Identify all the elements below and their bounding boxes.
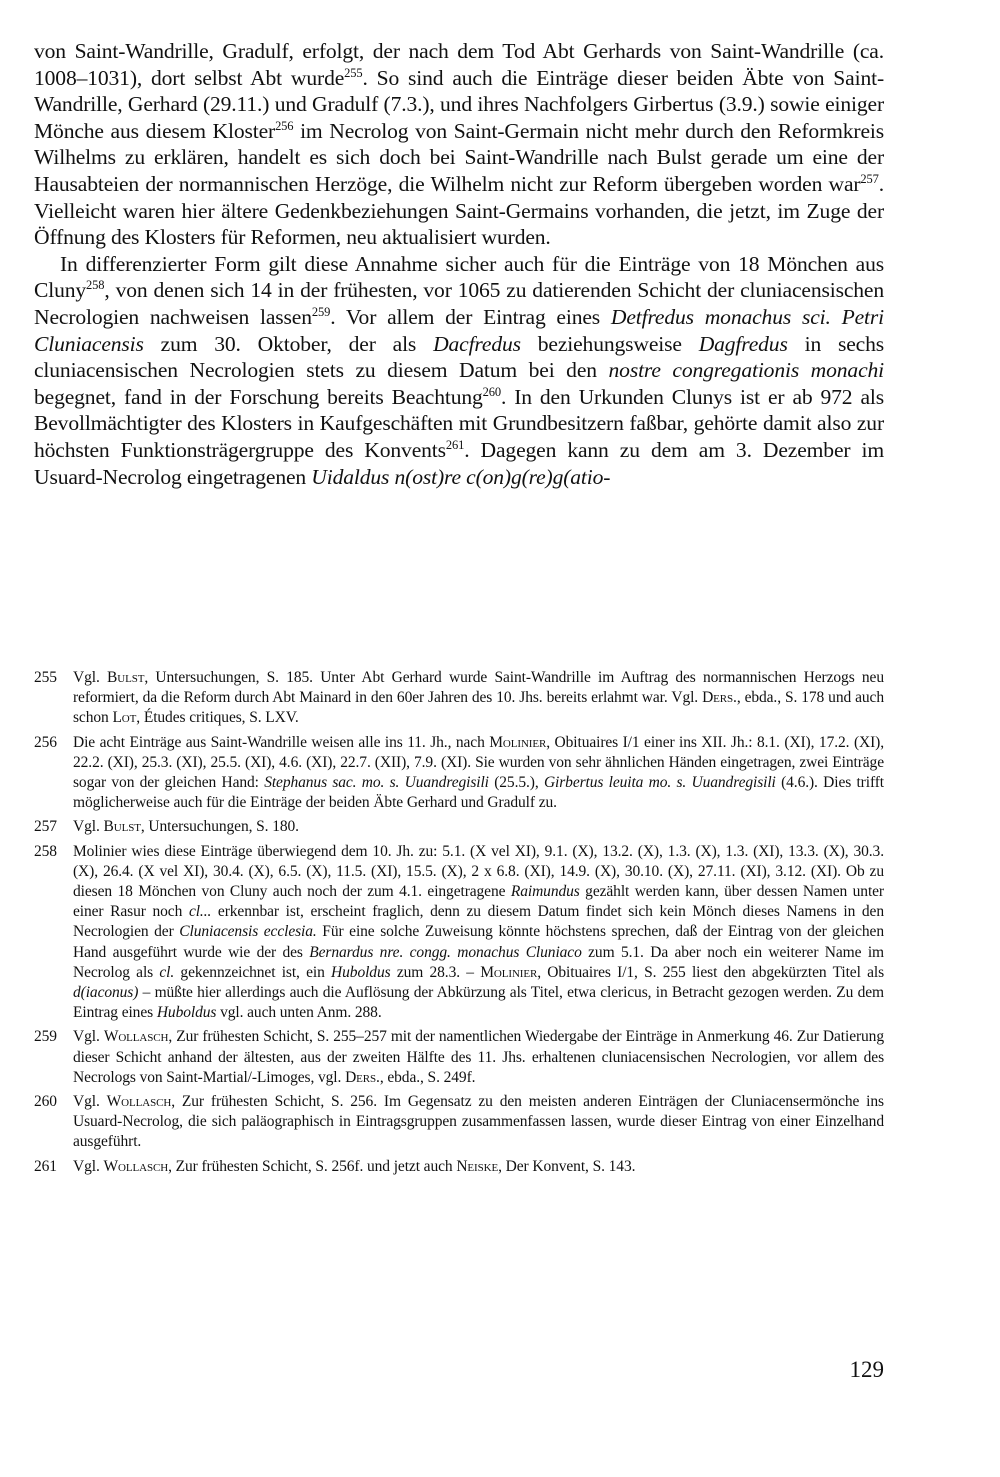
footnote-ref-258[interactable]: 258 [86, 278, 105, 293]
footnote-ref-257[interactable]: 257 [860, 172, 879, 187]
footnote-text [73, 1027, 884, 1088]
italic-latin: Bernardus nre. congg. monachus Cluniaco [309, 943, 582, 961]
text-run: Molinier wies diese Einträge überwiegend dem 10. Jh. zu: 5.1. (X vel XI), 9.1. (X), 13.2. (X), 1.3. (X), 1.3. (XI), 13.3. (X), 30.3. (X), 26.4. (X vel XI), 30.4. (X), 6.5. (X), 11.5. (XI), 15.5. (X), 2 x 6.8. (XI), 14.9. (X), 30.10. (X), 27.11. (XI), 3.12. (XI). Ob zu diesen 18 Mönchen von Cluny auch noch der zum 4.1. eingetragene [73, 842, 884, 901]
text-run: , Zur frühesten Schicht, S. 255–257 mit der namentlichen Wiedergabe der Einträge in Anmerkung 46. Zur Datierung dieser Schicht anhand der ältesten, aus der zweiten Hälfte des 11. Jhs. erhaltenen cluniacensischen Necrologien, vor allem des Necrologs von Saint-Martial/-Limoges, vgl. [73, 1028, 884, 1086]
italic-latin: Uidaldus n(ost)re c(on)g(re)g(atio- [311, 464, 611, 489]
footnote-number: 255 [34, 669, 57, 686]
text-run: (25.5.), [488, 774, 544, 792]
paragraph-1 [34, 38, 884, 251]
text-run: , Untersuchungen, S. 185. Unter Abt Gerhard wurde Saint-Wandrille im Auftrag des normannischen Herzogs neu reformiert, da die Reform durch Abt Mainard in den 60er Jahren des 10. Jhs. bereits erlahmt war. Vgl. [73, 669, 884, 707]
footnote-text [73, 817, 884, 837]
text-run: gekennzeichnet ist, ein [174, 963, 332, 981]
author-name: Ders. [345, 1068, 380, 1086]
italic-latin: cl... [188, 903, 212, 921]
text-run: In differenzierter Form gilt diese Annahme sicher auch für die Einträge von 18 Mönchen aus Cluny [34, 251, 884, 303]
text-run: . In den Urkunden Clunys ist er ab 972 als Bevollmächtigter des Klosters in Kaufgeschäften mit Grundbesitzern faßbar, gehörte damit also zur höchsten Funktionsträgergruppe des Konvents [34, 384, 884, 462]
text-run: . Vielleicht waren hier ältere Gedenkbeziehungen Saint-Germains vorhanden, die jetzt, im Zuge der Öffnung des Klosters für Reformen, neu aktualisiert wurden. [34, 171, 884, 250]
italic-latin: Huboldus [331, 963, 391, 981]
footnote-261 [34, 1157, 884, 1177]
footnote-number: 256 [34, 733, 57, 751]
paragraph-2 [34, 251, 884, 490]
text-run: vgl. auch unten Anm. 288. [216, 1004, 382, 1022]
main-text [34, 38, 884, 490]
text-run: Für eine solche Zuweisung könnte höchstens sprechen, daß der Eintrag von der gleichen Hand ausgeführt wurde wie der des [73, 923, 884, 961]
footnote-text [73, 1092, 884, 1153]
text-run: , Der Konvent, S. 143. [498, 1157, 636, 1175]
footnote-number: 257 [34, 818, 57, 836]
footnote-text [73, 1157, 884, 1177]
text-run: , Zur frühesten Schicht, S. 256. Im Gegensatz zu den meisten anderen Einträgen der Cluniacensermönche ins Usuard-Necrolog, die sich paläographisch in Eintragsgruppen zusammenfassen lassen, wurde dieser Eintrag von einer Einzelhand ausgeführt. [73, 1093, 884, 1151]
footnote-number: 259 [34, 1028, 57, 1046]
author-name: Molinier [480, 963, 538, 981]
footnote-ref-255[interactable]: 255 [344, 65, 363, 80]
footnote-ref-259[interactable]: 259 [311, 305, 331, 320]
text-run: gezählt werden kann, über dessen Namen unter einer Rasur noch [73, 883, 884, 921]
text-run: . So sind auch die Einträge dieser beiden Äbte von Saint-Wandrille, Gerhard (29.11.) und Gradulf (7.3.), und ihres Nachfolgers Girbertus (3.9.) sowie einiger Mönche aus diesem Kloster [34, 65, 884, 143]
author-name: Bulst [103, 818, 141, 836]
text-run: , Untersuchungen, S. 180. [140, 818, 299, 836]
page-number: 129 [849, 1357, 884, 1382]
text-run: Vgl. [73, 1028, 104, 1046]
text-run: , ebda., S. 178 und auch schon [73, 689, 884, 727]
text-run: zum 28.3. – [390, 963, 481, 981]
text-run: begegnet, fand in der Forschung bereits Beachtung [34, 384, 483, 409]
italic-latin: Huboldus [156, 1004, 217, 1022]
footnote-ref-261[interactable]: 261 [445, 438, 465, 453]
text-run: – müßte hier allerdings auch die Auflösung der Abkürzung als Titel, etwa clericus, in Betracht gezogen werden. Zu dem Eintrag eines [73, 984, 884, 1022]
footnote-259 [34, 1027, 884, 1088]
text-run: erkennbar ist, erscheint fraglich, denn zu diesem Datum findet sich kein Mönch dieses Namens in den Necrologien der [73, 903, 884, 941]
footnote-text [73, 668, 884, 729]
author-name: Molinier [489, 733, 547, 751]
italic-latin: Dagfredus [698, 331, 788, 356]
italic-latin: Detfredus monachus sci. Petri Cluniacensis [34, 304, 884, 356]
text-run: beziehungsweise [520, 331, 699, 356]
footnote-256 [34, 733, 884, 814]
text-run: Vgl. [73, 669, 107, 686]
text-run: , Études critiques, S. LXV. [136, 709, 299, 727]
footnote-255 [34, 668, 884, 729]
italic-latin: Cluniacensis ecclesia. [179, 923, 317, 941]
author-name: Wollasch [103, 1157, 169, 1175]
text-run: , Zur frühesten Schicht, S. 256f. und jetzt auch [168, 1157, 457, 1175]
italic-latin: nostre congregationis monachi [608, 358, 885, 383]
footnotes [34, 668, 884, 1181]
text-run: , ebda., S. 249f. [379, 1068, 476, 1086]
footnote-text [73, 842, 884, 1024]
footnote-ref-256[interactable]: 256 [275, 119, 294, 134]
author-name: Bulst [107, 669, 145, 686]
text-run: (4.6.). Dies trifft möglicherweise auch für die Einträge der beiden Äbte Gerhard und Gradulf zu. [73, 774, 885, 812]
author-name: Ders. [702, 689, 737, 707]
footnote-260 [34, 1092, 884, 1153]
footnote-257 [34, 817, 884, 837]
text-run: in sechs cluniacensischen Necrologien stets zu diesem Datum bei den [34, 331, 884, 383]
italic-latin: Stephanus sac. mo. s. Uuandregisili [264, 774, 489, 792]
italic-latin: Dacfredus [433, 331, 521, 356]
italic-latin: Raimundus [510, 883, 580, 901]
text-run: Vgl. [73, 1157, 104, 1175]
text-run: zum 5.1. Da aber noch ein weiterer Name im Necrolog als [73, 943, 884, 981]
text-run: von Saint-Wandrille, Gradulf, erfolgt, der nach dem Tod Abt Gerhards von Saint-Wandrille (ca. 1008–1031), dort selbst Abt wurde [34, 39, 884, 90]
footnote-number: 261 [34, 1157, 57, 1175]
text-run: . Dagegen kann zu dem am 3. Dezember im Usuard-Necrolog eingetragenen [34, 437, 884, 489]
text-run: Die acht Einträge aus Saint-Wandrille weisen alle ins 11. Jh., nach [73, 733, 490, 751]
italic-latin: Girbertus leuita mo. s. Uuandregisili [543, 774, 776, 792]
footnote-ref-260[interactable]: 260 [482, 384, 501, 399]
text-run: Vgl. [73, 1093, 107, 1111]
author-name: Wollasch [106, 1093, 172, 1111]
footnote-number: 258 [34, 842, 57, 860]
text-run: , von denen sich 14 in der frühesten, vor 1065 zu datierenden Schicht der cluniacensischen Necrologien nachweisen lassen [34, 278, 884, 329]
text-run: , Obituaires I/1, S. 255 liest den abgekürzten Titel als [537, 963, 884, 981]
italic-latin: d(iaconus) [73, 984, 139, 1002]
text-run: , Obituaires I/1 einer ins XII. Jh.: 8.1. (XI), 17.2. (XI), 22.2. (XI), 25.3. (XI), 25.5. (XI), 4.6. (XI), 22.7. (XII), 7.9. (XI). Sie wurden von sehr ähnlichen Händen eingetragen, zwei Einträge sogar von der gleichen Hand: [73, 733, 884, 792]
italic-latin: cl. [159, 963, 175, 981]
text-run: zum 30. Oktober, der als [143, 331, 434, 356]
footnote-text [73, 733, 884, 814]
text-run: im Necrolog von Saint-Germain nicht mehr durch den Reformkreis Wilhelms zu erklären, handelt es sich doch bei Saint-Wandrille nach Bulst gerade um eine der Hausabteien der normannischen Herzöge, die Wilhelm nicht zur Reform übergeben worden war [34, 118, 884, 196]
footnote-number: 260 [34, 1093, 57, 1111]
author-name: Lot [112, 709, 137, 727]
text-run: Vgl. [73, 818, 104, 836]
footnote-258 [34, 842, 884, 1024]
author-name: Neiske [456, 1157, 499, 1175]
author-name: Wollasch [103, 1028, 169, 1046]
text-run: . Vor allem der Eintrag eines [330, 304, 611, 329]
